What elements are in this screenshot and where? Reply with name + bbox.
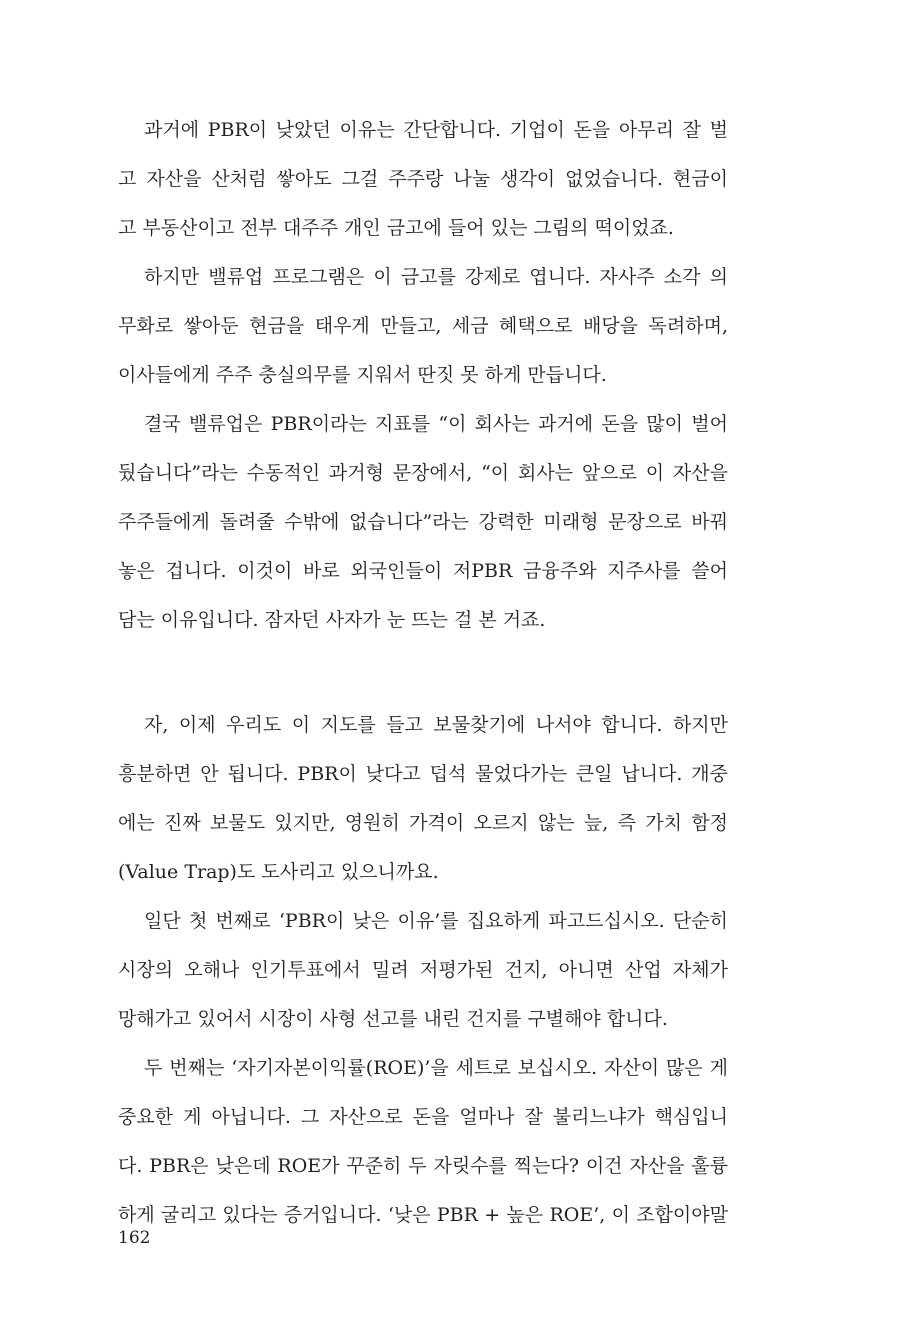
text-line: 에는 진짜 보물도 있지만, 영원히 가격이 오르지 않는 늪, 즉 가치 함정: [118, 812, 728, 834]
text-line: (Value Trap)도 도사리고 있으니까요.: [118, 861, 439, 883]
text-line: 과거에 PBR이 낮았던 이유는 간단합니다. 기업이 돈을 아무리 잘 벌: [144, 119, 728, 141]
text-line: 하게 굴리고 있다는 증거입니다. ‘낮은 PBR + 높은 ROE’, 이 조합이야말: [118, 1204, 728, 1226]
text-line: 다. PBR은 낮은데 ROE가 꾸준히 두 자릿수를 찍는다? 이건 자산을 훌륭: [118, 1155, 728, 1177]
text-line: 무화로 쌓아둔 현금을 태우게 만들고, 세금 혜택으로 배당을 독려하며,: [118, 315, 728, 337]
text-line: 시장의 오해나 인기투표에서 밀려 저평가된 건지, 아니면 산업 자체가: [118, 959, 728, 981]
text-line: 놓은 겁니다. 이것이 바로 외국인들이 저PBR 금융주와 지주사를 쓸어: [118, 560, 728, 582]
paragraph: [118, 701, 728, 897]
text-line: 결국 밸류업은 PBR이라는 지표를 “이 회사는 과거에 돈을 많이 벌어: [144, 413, 728, 435]
paragraph: [118, 400, 728, 645]
paragraph: [118, 106, 728, 253]
page-number: 162: [118, 1228, 151, 1248]
text-line: 고 자산을 산처럼 쌓아도 그걸 주주랑 나눌 생각이 없었습니다. 현금이: [118, 168, 728, 190]
paragraph: [118, 1044, 728, 1240]
paragraph: [118, 253, 728, 400]
text-line: 고 부동산이고 전부 대주주 개인 금고에 들어 있는 그림의 떡이었죠.: [118, 217, 674, 239]
page-body: [118, 106, 728, 1240]
text-line: 중요한 게 아닙니다. 그 자산으로 돈을 얼마나 잘 불리느냐가 핵심입니: [118, 1106, 728, 1128]
section-gap: [118, 645, 728, 701]
text-line: 담는 이유입니다. 잠자던 사자가 눈 뜨는 걸 본 거죠.: [118, 609, 546, 631]
text-line: 흥분하면 안 됩니다. PBR이 낮다고 덥석 물었다가는 큰일 납니다. 개중: [118, 763, 728, 785]
text-line: 자, 이제 우리도 이 지도를 들고 보물찾기에 나서야 합니다. 하지만: [144, 714, 728, 736]
paragraph: [118, 897, 728, 1044]
text-line: 두 번째는 ‘자기자본이익률(ROE)’을 세트로 보십시오. 자산이 많은 게: [144, 1057, 728, 1079]
text-line: 하지만 밸류업 프로그램은 이 금고를 강제로 엽니다. 자사주 소각 의: [144, 266, 728, 288]
text-line: 이사들에게 주주 충실의무를 지워서 딴짓 못 하게 만듭니다.: [118, 364, 607, 386]
text-line: 일단 첫 번째로 ‘PBR이 낮은 이유’를 집요하게 파고드십시오. 단순히: [144, 910, 728, 932]
text-line: 뒀습니다”라는 수동적인 과거형 문장에서, “이 회사는 앞으로 이 자산을: [118, 462, 728, 484]
text-line: 주주들에게 돌려줄 수밖에 없습니다”라는 강력한 미래형 문장으로 바꿔: [118, 511, 728, 533]
text-line: 망해가고 있어서 시장이 사형 선고를 내린 건지를 구별해야 합니다.: [118, 1008, 668, 1030]
